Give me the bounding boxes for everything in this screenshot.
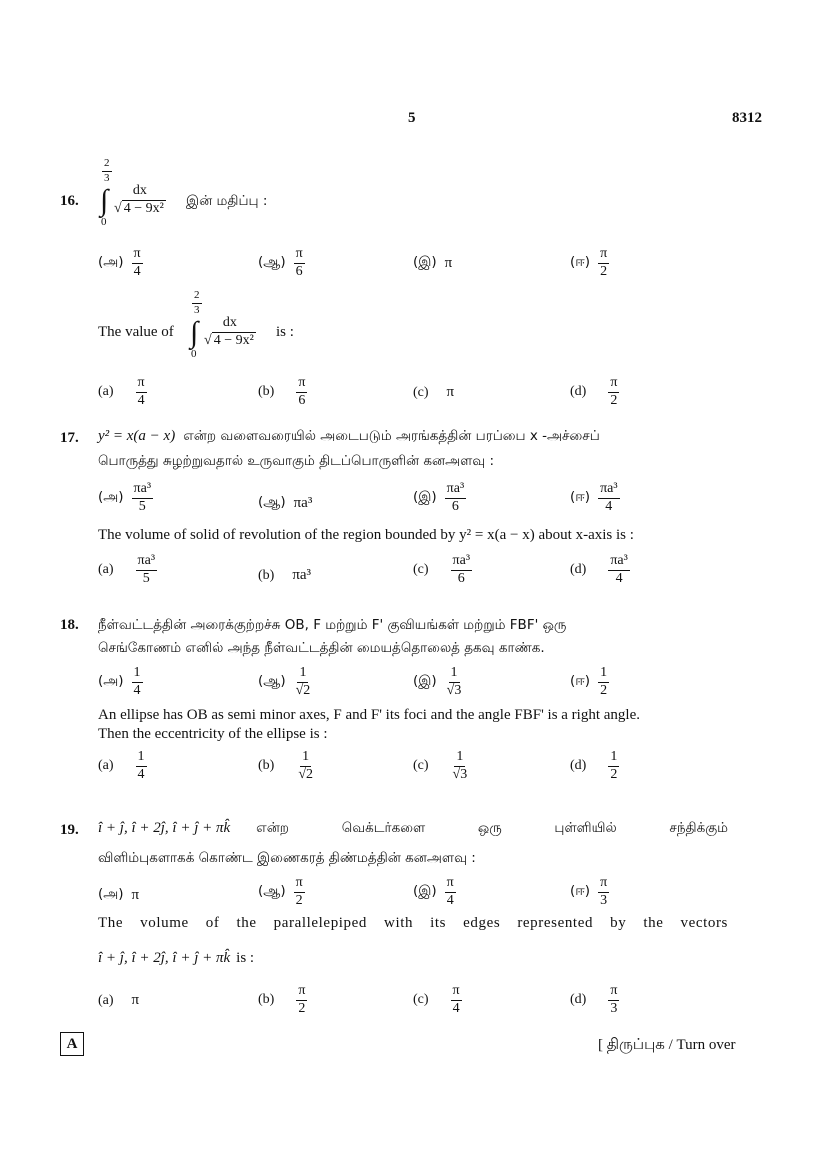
page-number: 5 [408, 110, 416, 126]
q19-english-line1: The volume of the parallelepiped with its edges represented by the vectors [98, 915, 728, 931]
q18-tamil-line2: செங்கோணம் எனில் அந்த நீள்வட்டத்தின் மையத்தொலைத் தகவு காண்க. [98, 640, 545, 656]
paper-code: 8312 [732, 110, 762, 126]
integral-lower-limit: 0 [191, 348, 197, 360]
q17-english-option-c: (c) $\frac{\text{πa³}}{6}$ [413, 553, 471, 586]
q17-tamil-line1 [98, 428, 728, 446]
q18-tamil-option-d: (ஈ) $\frac{1}{2}$ [570, 665, 608, 698]
q16-tamil-option-c: (இ) π [413, 254, 453, 271]
q18-english-line2: Then the eccentricity of the ellipse is : [98, 726, 328, 742]
integral-sign: ∫ [190, 316, 199, 349]
integral-lower-limit: 0 [101, 216, 107, 228]
q16-english-option-b: (b) $\frac{\pi}{6}$ [258, 375, 306, 408]
q16-tamil-text: இன் மதிப்பு : [186, 193, 268, 209]
q19-tamil-line1 [98, 820, 728, 838]
q16-integral-english [188, 290, 318, 360]
integrand: $\frac{dx}{\text{√ 4 − 9x²}}$ [114, 183, 164, 216]
q16-english-option-a: (a) $\frac{\pi}{4}$ [98, 375, 145, 408]
q16-integral-tamil [98, 158, 288, 228]
q19-tamil-option-b: (ஆ) $\frac{\pi}{2}$ [258, 875, 303, 908]
q18-tamil-option-b: (ஆ) $\frac{1}{√2}$ [258, 665, 311, 698]
q19-english-option-b: (b) $\frac{\pi}{2}$ [258, 983, 306, 1016]
q19-english-suffix: is : [236, 950, 255, 966]
question-number-19: 19. [60, 822, 79, 838]
integral-upper-limit: $\frac{2}{3}$ [194, 289, 200, 316]
q17-tamil-text-line1: என்ற வளைவரையில் அடைபடும் அரங்கத்தின் பரப்பை x -அச்சைப் [183, 428, 600, 444]
q19-tamil-option-d: (ஈ) $\frac{\pi}{3}$ [570, 875, 608, 908]
q16-english-suffix: is : [276, 324, 294, 340]
q16-english-option-d: (d) $\frac{\pi}{2}$ [570, 375, 618, 408]
q18-tamil-option-a: (அ) $\frac{1}{4}$ [98, 665, 141, 698]
q19-vectors-english: î + ĵ, î + 2ĵ, î + ĵ + πk̂ [98, 950, 231, 966]
question-number-16: 16. [60, 193, 79, 209]
q18-english-option-c: (c) $\frac{1}{√3}$ [413, 749, 468, 782]
turn-over-text: [ திருப்புக / Turn over [598, 1037, 736, 1053]
q17-english-text: The volume of solid of revolution of the region bounded by y² = x(a − x) about x-axis is : [98, 527, 634, 543]
q19-tamil-option-a: (அ) π [98, 886, 140, 903]
q16-tamil-option-a: (அ) $\frac{\pi}{4}$ [98, 246, 141, 279]
q17-equation: y² = x(a − x) [98, 428, 176, 444]
q19-english-option-a: (a) π [98, 992, 140, 1008]
integral-upper-limit: $\frac{2}{3}$ [104, 157, 110, 184]
q16-tamil-option-b: (ஆ) $\frac{\pi}{6}$ [258, 246, 303, 279]
q19-vectors: î + ĵ, î + 2ĵ, î + ĵ + πk̂ [98, 820, 231, 836]
q17-english-option-a: (a) $\frac{\text{πa³}}{5}$ [98, 553, 156, 586]
q19-english-line2 [98, 950, 254, 967]
integral-sign: ∫ [100, 184, 109, 217]
question-number-18: 18. [60, 617, 79, 633]
q19-tamil-text-line1: என்ற வெக்டர்களை ஒரு புள்ளியில் சந்திக்கும் [256, 820, 728, 836]
q19-english-option-d: (d) $\frac{\pi}{3}$ [570, 983, 618, 1016]
q16-tamil-option-d: (ஈ) $\frac{\pi}{2}$ [570, 246, 608, 279]
q16-english-text: The value of [98, 324, 174, 340]
q19-tamil-option-c: (இ) $\frac{\pi}{4}$ [413, 875, 454, 908]
q17-tamil-option-d: (ஈ) $\frac{\text{πa³}}{4}$ [570, 481, 618, 514]
q18-english-option-a: (a) $\frac{1}{4}$ [98, 749, 145, 782]
q17-tamil-option-b: (ஆ) πa³ [258, 494, 313, 511]
q18-tamil-line1: நீள்வட்டத்தின் அரைக்குற்றச்சு OB, F மற்றும் F' குவியங்கள் மற்றும் FBF' ஒரு [98, 617, 567, 633]
q17-tamil-line2: பொருத்து சுழற்றுவதால் உருவாகும் திடப்பொருளின் கனஅளவு : [98, 453, 495, 469]
q19-tamil-line2: விளிம்புகளாகக் கொண்ட இணைகரத் திண்மத்தின் கனஅளவு : [98, 850, 476, 866]
q19-english-option-c: (c) $\frac{\pi}{4}$ [413, 983, 460, 1016]
q17-tamil-option-c: (இ) $\frac{\text{πa³}}{6}$ [413, 481, 465, 514]
integrand: $\frac{dx}{\text{√ 4 − 9x²}}$ [204, 315, 254, 348]
q18-english-option-b: (b) $\frac{1}{√2}$ [258, 749, 314, 782]
q17-english-option-b: (b) πa³ [258, 567, 312, 583]
q18-tamil-option-c: (இ) $\frac{1}{√3}$ [413, 665, 462, 698]
q17-tamil-option-a: (அ) $\frac{\text{πa³}}{5}$ [98, 481, 152, 514]
paper-version-box: A [60, 1032, 84, 1056]
q18-english-option-d: (d) $\frac{1}{2}$ [570, 749, 618, 782]
q18-english-line1: An ellipse has OB as semi minor axes, F and F' its foci and the angle FBF' is a right angle. [98, 707, 640, 723]
q16-english-option-c: (c) π [413, 384, 455, 400]
q17-english-option-d: (d) $\frac{\text{πa³}}{4}$ [570, 553, 628, 586]
question-number-17: 17. [60, 430, 79, 446]
